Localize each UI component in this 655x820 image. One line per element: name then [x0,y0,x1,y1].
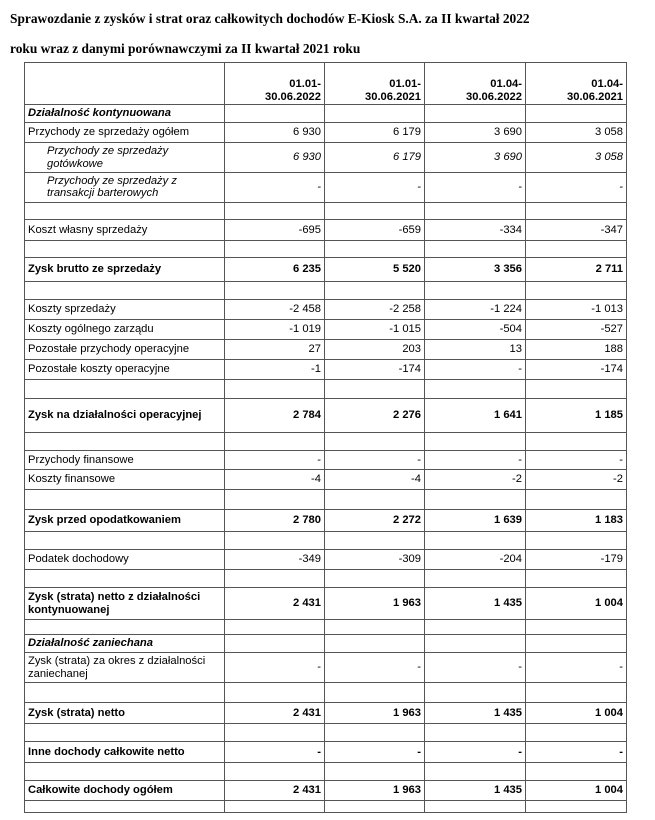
value-cell: 3 356 [425,258,526,282]
spacer-row [25,203,627,220]
value-cell: -1 [225,360,325,380]
value-cell: -659 [325,220,425,241]
value-cell [526,532,627,550]
spacer-row [25,241,627,258]
value-cell: 188 [526,340,627,360]
value-cell: - [526,173,627,203]
value-cell [325,532,425,550]
spacer-row [25,433,627,451]
value-cell [325,620,425,635]
value-cell: 1 004 [526,588,627,620]
value-cell: 6 930 [225,143,325,173]
header-period-1: 01.01- 30.06.2022 [225,63,325,105]
value-cell [526,801,627,813]
value-cell [526,724,627,742]
value-cell [325,683,425,703]
value-cell: 5 520 [325,258,425,282]
row-label: Zysk na działalności operacyjnej [25,399,225,433]
table-row [25,105,627,123]
row-label: Przychody ze sprzedaży z transakcji barterowych [25,173,225,203]
value-cell [225,241,325,258]
value-cell [225,532,325,550]
table-row [25,470,627,490]
value-cell: 6 235 [225,258,325,282]
spacer-row [25,724,627,742]
value-cell: 2 431 [225,703,325,724]
row-label: Zysk (strata) netto [25,703,225,724]
value-cell [425,203,526,220]
row-label: Koszty finansowe [25,470,225,490]
value-cell: 1 435 [425,781,526,801]
value-cell [526,620,627,635]
value-cell: - [325,742,425,763]
value-cell [526,282,627,300]
value-cell [225,763,325,781]
row-label: Zysk (strata) za okres z działalności zaniechanej [25,653,225,683]
value-cell: -347 [526,220,627,241]
value-cell [325,724,425,742]
value-cell: -174 [526,360,627,380]
table-row [25,653,627,683]
value-cell: - [325,173,425,203]
table-row [25,258,627,282]
row-label: Podatek dochodowy [25,550,225,570]
value-cell [325,801,425,813]
value-cell: - [325,653,425,683]
value-cell: 2 272 [325,510,425,532]
value-cell: -2 [425,470,526,490]
value-cell [425,433,526,451]
value-cell [526,570,627,588]
row-label: Koszt własny sprzedaży [25,220,225,241]
value-cell [325,105,425,123]
value-cell [225,570,325,588]
value-cell: 1 435 [425,703,526,724]
value-cell: -349 [225,550,325,570]
table-row [25,123,627,143]
value-cell [425,282,526,300]
row-label [25,490,225,510]
value-cell [425,763,526,781]
value-cell: 13 [425,340,526,360]
value-cell [425,105,526,123]
value-cell [325,763,425,781]
report-title-line-1: Sprawozdanie z zysków i strat oraz całkowitych dochodów E-Kiosk S.A. za II kwartał 2022 [10,11,530,26]
header-label-cell [25,63,225,105]
header-period-2: 01.01- 30.06.2021 [325,63,425,105]
table-header-row [25,63,627,105]
table-row [25,320,627,340]
report-title [10,4,630,64]
value-cell: - [526,742,627,763]
value-cell: 2 784 [225,399,325,433]
row-label: Zysk (strata) netto z działalności kontynuowanej [25,588,225,620]
value-cell: 1 185 [526,399,627,433]
value-cell: 6 930 [225,123,325,143]
value-cell [526,763,627,781]
table-row [25,340,627,360]
row-label [25,683,225,703]
value-cell: -504 [425,320,526,340]
value-cell: 3 690 [425,143,526,173]
row-label: Zysk brutto ze sprzedaży [25,258,225,282]
value-cell: -1 013 [526,300,627,320]
value-cell [425,570,526,588]
table-row [25,300,627,320]
table-row [25,635,627,653]
spacer-row [25,620,627,635]
value-cell: 2 431 [225,781,325,801]
row-label: Koszty sprzedaży [25,300,225,320]
value-cell: 203 [325,340,425,360]
value-cell: - [425,173,526,203]
spacer-row [25,763,627,781]
spacer-row [25,490,627,510]
income-statement-table [24,62,627,813]
value-cell: 1 004 [526,781,627,801]
value-cell [425,683,526,703]
value-cell [225,801,325,813]
value-cell [425,635,526,653]
value-cell: - [225,451,325,470]
value-cell: -1 015 [325,320,425,340]
table-row [25,143,627,173]
value-cell [325,490,425,510]
value-cell: 2 431 [225,588,325,620]
row-label [25,433,225,451]
value-cell: -2 [526,470,627,490]
value-cell [526,683,627,703]
value-cell: 2 711 [526,258,627,282]
value-cell: - [526,451,627,470]
value-cell [325,433,425,451]
value-cell: -695 [225,220,325,241]
spacer-row [25,380,627,399]
value-cell [325,635,425,653]
value-cell: 1 641 [425,399,526,433]
header-period-3: 01.04- 30.06.2022 [425,63,526,105]
value-cell [225,282,325,300]
row-label: Pozostałe koszty operacyjne [25,360,225,380]
spacer-row [25,801,627,813]
row-label [25,570,225,588]
row-label: Przychody finansowe [25,451,225,470]
row-label: Inne dochody całkowite netto [25,742,225,763]
value-cell [526,105,627,123]
value-cell: 1 963 [325,781,425,801]
table-row [25,703,627,724]
value-cell [425,490,526,510]
value-cell: 1 435 [425,588,526,620]
value-cell: 1 183 [526,510,627,532]
value-cell: -174 [325,360,425,380]
value-cell: -179 [526,550,627,570]
value-cell: -1 019 [225,320,325,340]
row-label: Działalność zaniechana [25,635,225,653]
value-cell: 1 963 [325,703,425,724]
value-cell: -4 [325,470,425,490]
value-cell: - [425,360,526,380]
value-cell: - [425,742,526,763]
value-cell: -2 258 [325,300,425,320]
value-cell: 6 179 [325,123,425,143]
row-label [25,380,225,399]
table-row [25,451,627,470]
value-cell: -2 458 [225,300,325,320]
value-cell [325,241,425,258]
value-cell [225,490,325,510]
header-period-4: 01.04- 30.06.2021 [526,63,627,105]
value-cell [225,105,325,123]
value-cell [325,282,425,300]
row-label [25,203,225,220]
row-label [25,282,225,300]
value-cell: - [225,653,325,683]
report-title-line-2: roku wraz z danymi porównawczymi za II kwartał 2021 roku [10,41,361,56]
value-cell [425,532,526,550]
table-row [25,550,627,570]
value-cell: -309 [325,550,425,570]
value-cell: 1 004 [526,703,627,724]
table-row [25,399,627,433]
row-label: Przychody ze sprzedaży gotówkowe [25,143,225,173]
value-cell: -334 [425,220,526,241]
row-label: Koszty ogólnego zarządu [25,320,225,340]
table-row [25,360,627,380]
value-cell [225,683,325,703]
value-cell [526,635,627,653]
value-cell: - [425,653,526,683]
row-label [25,763,225,781]
row-label: Zysk przed opodatkowaniem [25,510,225,532]
value-cell [225,433,325,451]
value-cell [526,241,627,258]
value-cell [526,203,627,220]
value-cell [425,380,526,399]
value-cell [225,724,325,742]
value-cell [425,724,526,742]
value-cell: -204 [425,550,526,570]
row-label [25,801,225,813]
value-cell [425,241,526,258]
value-cell [225,203,325,220]
table-row [25,588,627,620]
value-cell [225,380,325,399]
row-label [25,620,225,635]
row-label: Działalność kontynuowana [25,105,225,123]
value-cell: -527 [526,320,627,340]
value-cell [325,570,425,588]
table-row [25,781,627,801]
value-cell: 1 639 [425,510,526,532]
value-cell: 3 058 [526,143,627,173]
value-cell: 27 [225,340,325,360]
value-cell [526,433,627,451]
value-cell: - [225,173,325,203]
value-cell [425,801,526,813]
row-label: Całkowite dochody ogółem [25,781,225,801]
value-cell: - [225,742,325,763]
spacer-row [25,570,627,588]
spacer-row [25,532,627,550]
value-cell: -1 224 [425,300,526,320]
value-cell [225,620,325,635]
value-cell: 1 963 [325,588,425,620]
table-row [25,510,627,532]
value-cell [325,203,425,220]
value-cell: - [325,451,425,470]
row-label [25,241,225,258]
row-label [25,532,225,550]
row-label: Pozostałe przychody operacyjne [25,340,225,360]
row-label: Przychody ze sprzedaży ogółem [25,123,225,143]
value-cell: - [526,653,627,683]
value-cell: 3 690 [425,123,526,143]
value-cell: 2 780 [225,510,325,532]
value-cell: 6 179 [325,143,425,173]
value-cell: 2 276 [325,399,425,433]
value-cell: -4 [225,470,325,490]
spacer-row [25,683,627,703]
row-label [25,724,225,742]
value-cell [225,635,325,653]
table-row [25,742,627,763]
value-cell [325,380,425,399]
spacer-row [25,282,627,300]
value-cell [425,620,526,635]
table-row [25,173,627,203]
value-cell: - [425,451,526,470]
value-cell [526,380,627,399]
value-cell: 3 058 [526,123,627,143]
table-row [25,220,627,241]
value-cell [526,490,627,510]
